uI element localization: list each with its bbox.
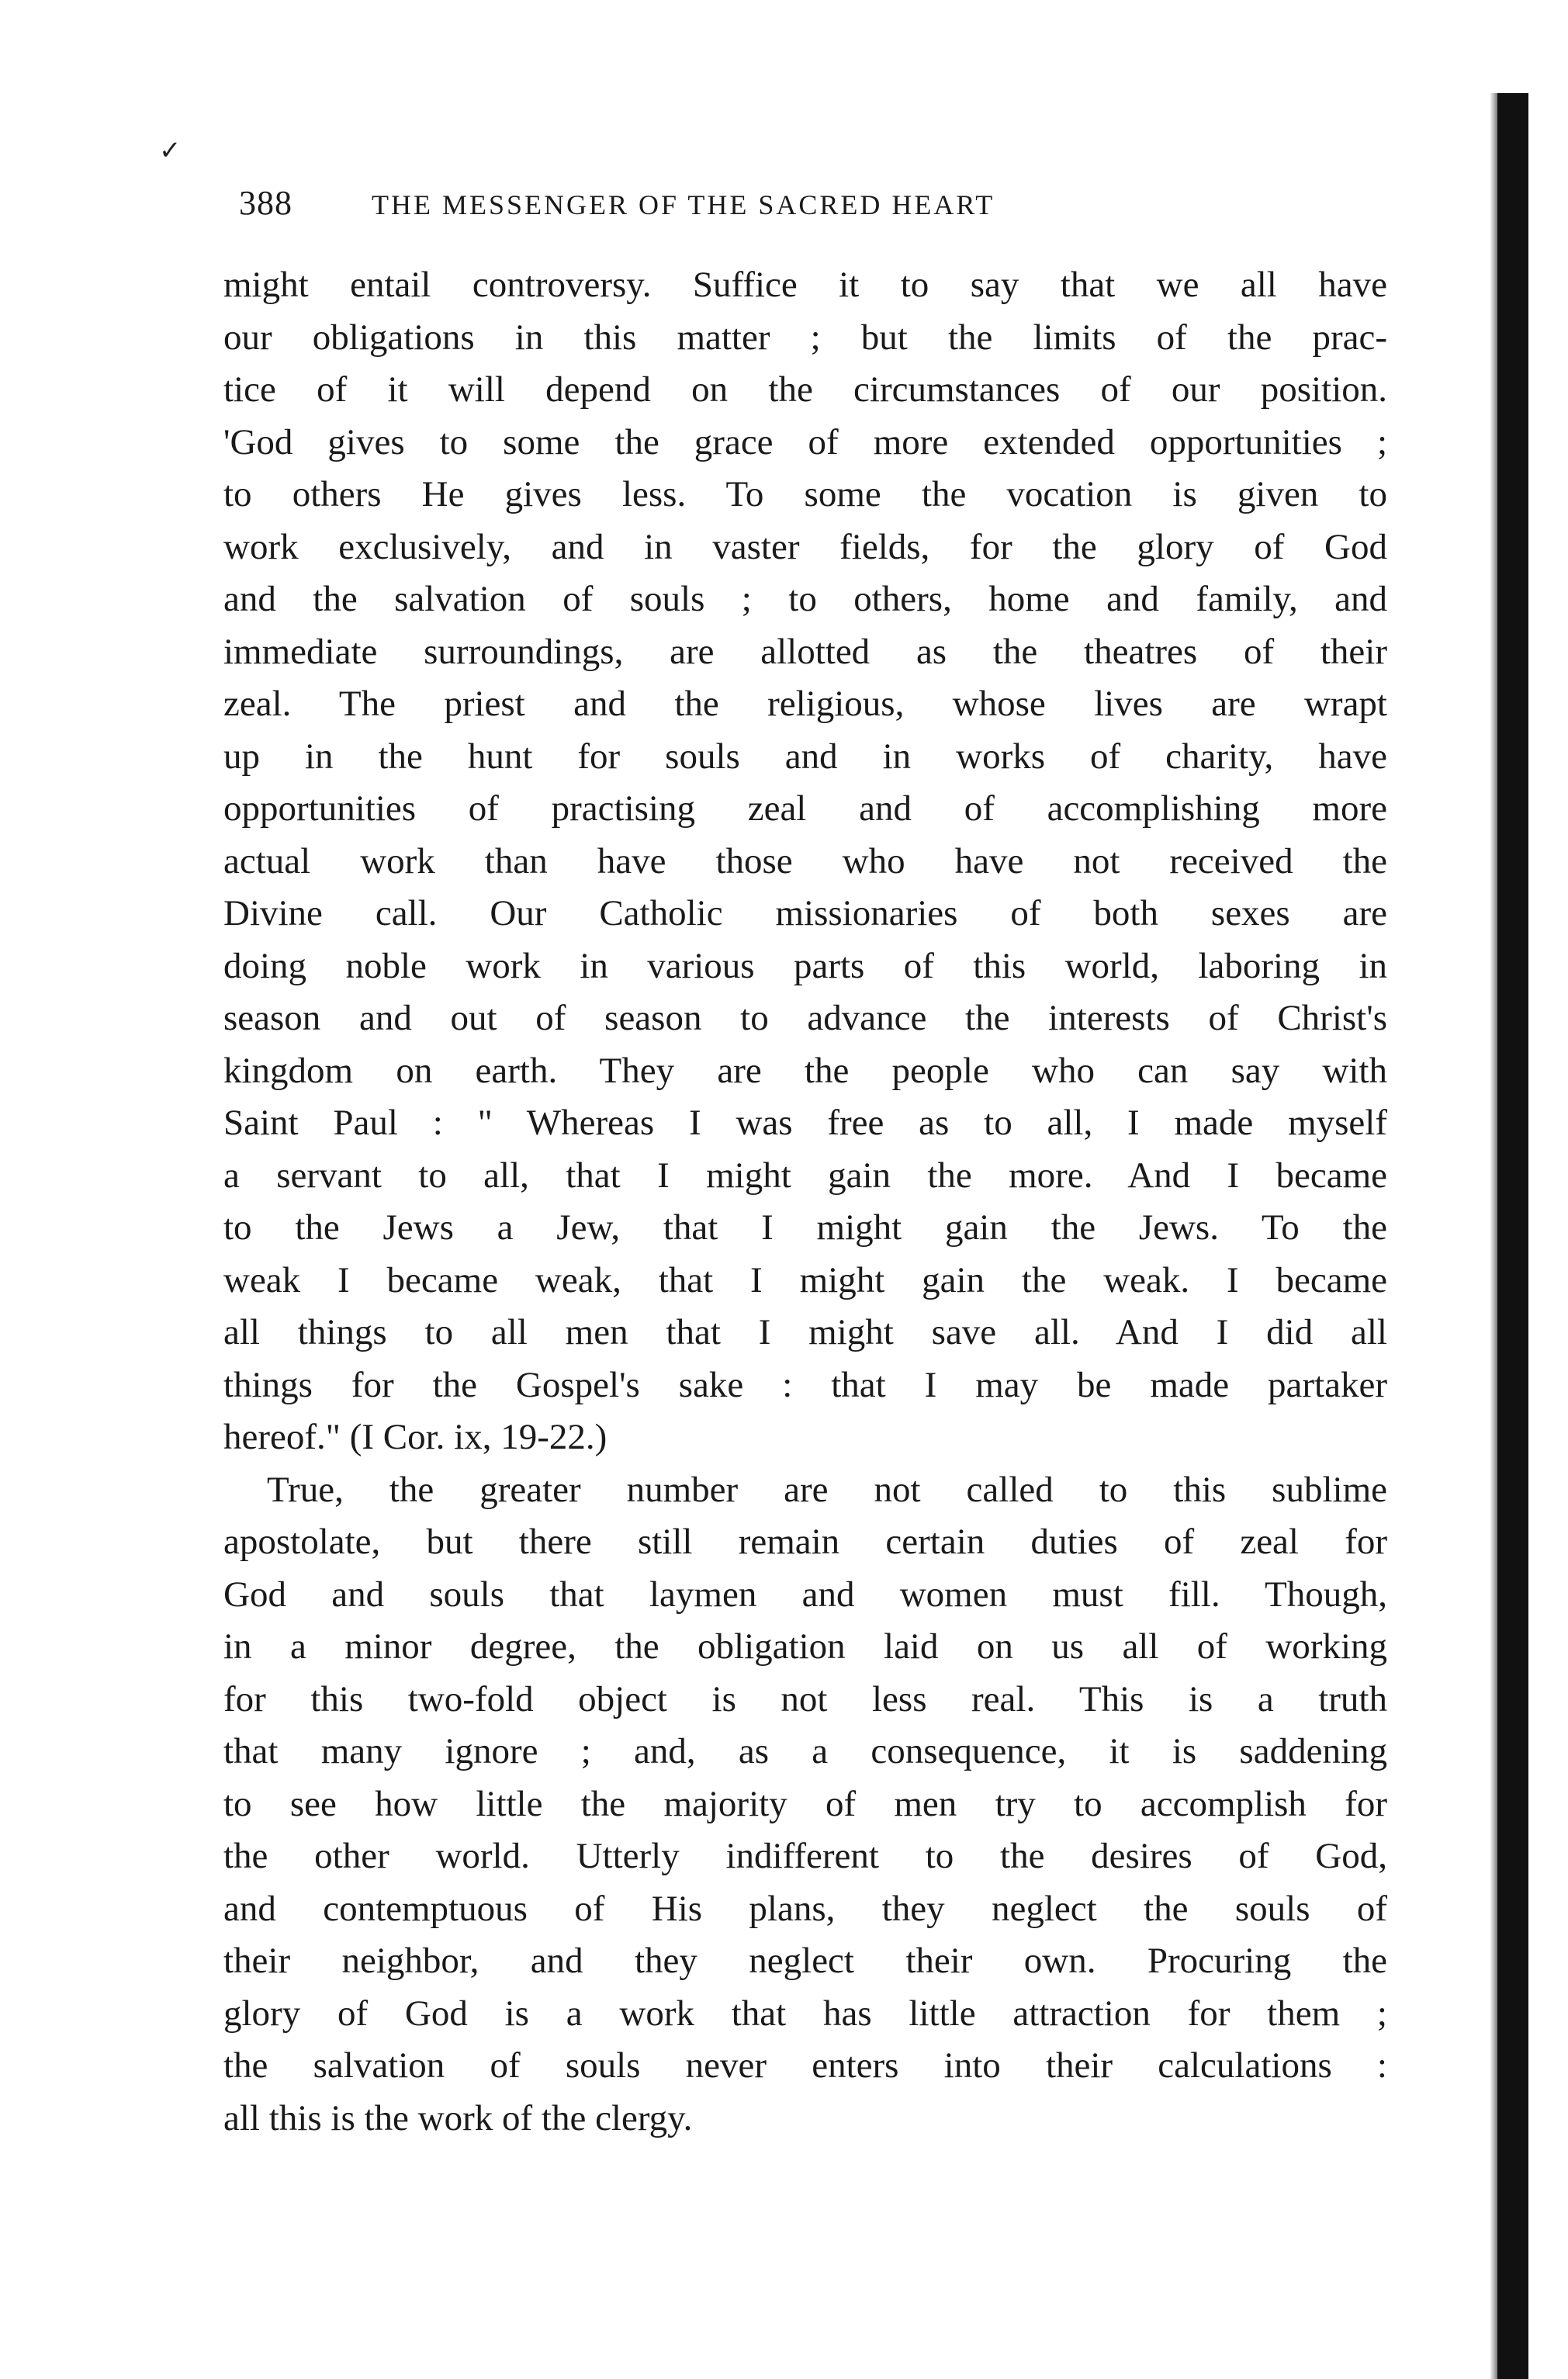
text-line: glory of God is a work that has little attraction for them ;: [223, 1993, 1387, 2034]
text-line: our obligations in this matter ; but the limits of the prac-: [223, 317, 1387, 358]
text-line: up in the hunt for souls and in works of charity, have: [223, 736, 1387, 777]
text-line: God and souls that laymen and women must fill. Though,: [223, 1574, 1387, 1615]
running-head: [239, 180, 1387, 227]
text-line: 'God gives to some the grace of more extended opportunities ;: [223, 421, 1387, 462]
text-line: doing noble work in various parts of this world, laboring in: [223, 945, 1387, 986]
text-line: Divine call. Our Catholic missionaries of both sexes are: [223, 893, 1387, 933]
text-line: to the Jews a Jew, that I might gain the Jews. To the: [223, 1207, 1387, 1248]
text-line: hereof." (I Cor. ix, 19-22.): [223, 1417, 607, 1457]
text-line: their neighbor, and they neglect their own. Procuring the: [223, 1941, 1387, 1981]
text-line: the salvation of souls never enters into their calculations :: [223, 2045, 1387, 2086]
text-line: immediate surroundings, are allotted as the theatres of their: [223, 631, 1387, 672]
text-line: and the salvation of souls ; to others, home and family, and: [223, 579, 1387, 619]
text-line: might entail controversy. Suffice it to say that we all have: [223, 265, 1387, 305]
text-line: in a minor degree, the obligation laid on us all of working: [223, 1626, 1387, 1667]
text-line: Saint Paul : " Whereas I was free as to all, I made myself: [223, 1103, 1387, 1143]
text-line: to see how little the majority of men try to accomplish for: [223, 1783, 1387, 1824]
text-line: opportunities of practising zeal and of accomplishing more: [223, 788, 1387, 829]
text-line: a servant to all, that I might gain the more. And I became: [223, 1155, 1387, 1196]
text-line: kingdom on earth. They are the people who can say with: [223, 1050, 1387, 1091]
text-line: all this is the work of the clergy.: [223, 2097, 693, 2138]
binding-edge: [1497, 93, 1528, 2379]
running-title: THE MESSENGER OF THE SACRED HEART: [372, 189, 995, 220]
text-line: things for the Gospel's sake : that I may be made partaker: [223, 1364, 1387, 1405]
text-line: and contemptuous of His plans, they neglect the souls of: [223, 1888, 1387, 1929]
body-text: [223, 259, 1387, 2145]
text-line: that many ignore ; and, as a consequence, it is saddening: [223, 1731, 1387, 1771]
text-line: work exclusively, and in vaster fields, for the glory of God: [223, 526, 1387, 567]
text-line: zeal. The priest and the religious, whose lives are wrapt: [223, 684, 1387, 724]
text-line: apostolate, but there still remain certain duties of zeal for: [223, 1522, 1387, 1562]
text-line: for this two-fold object is not less real. This is a truth: [223, 1678, 1387, 1719]
page-number: 388: [239, 184, 292, 222]
text-line: tice of it will depend on the circumstances of our position.: [223, 369, 1387, 410]
text-line: all things to all men that I might save all. And I did all: [223, 1312, 1387, 1352]
stray-mark: ✓: [159, 137, 182, 165]
text-line: actual work than have those who have not received the: [223, 840, 1387, 881]
text-line: the other world. Utterly indifferent to the desires of God,: [223, 1836, 1387, 1876]
text-line: True, the greater number are not called to this sublime: [267, 1469, 1387, 1510]
text-line: to others He gives less. To some the vocation is given to: [223, 474, 1387, 514]
text-line: season and out of season to advance the interests of Christ's: [223, 998, 1387, 1038]
text-line: weak I became weak, that I might gain the weak. I became: [223, 1259, 1387, 1300]
